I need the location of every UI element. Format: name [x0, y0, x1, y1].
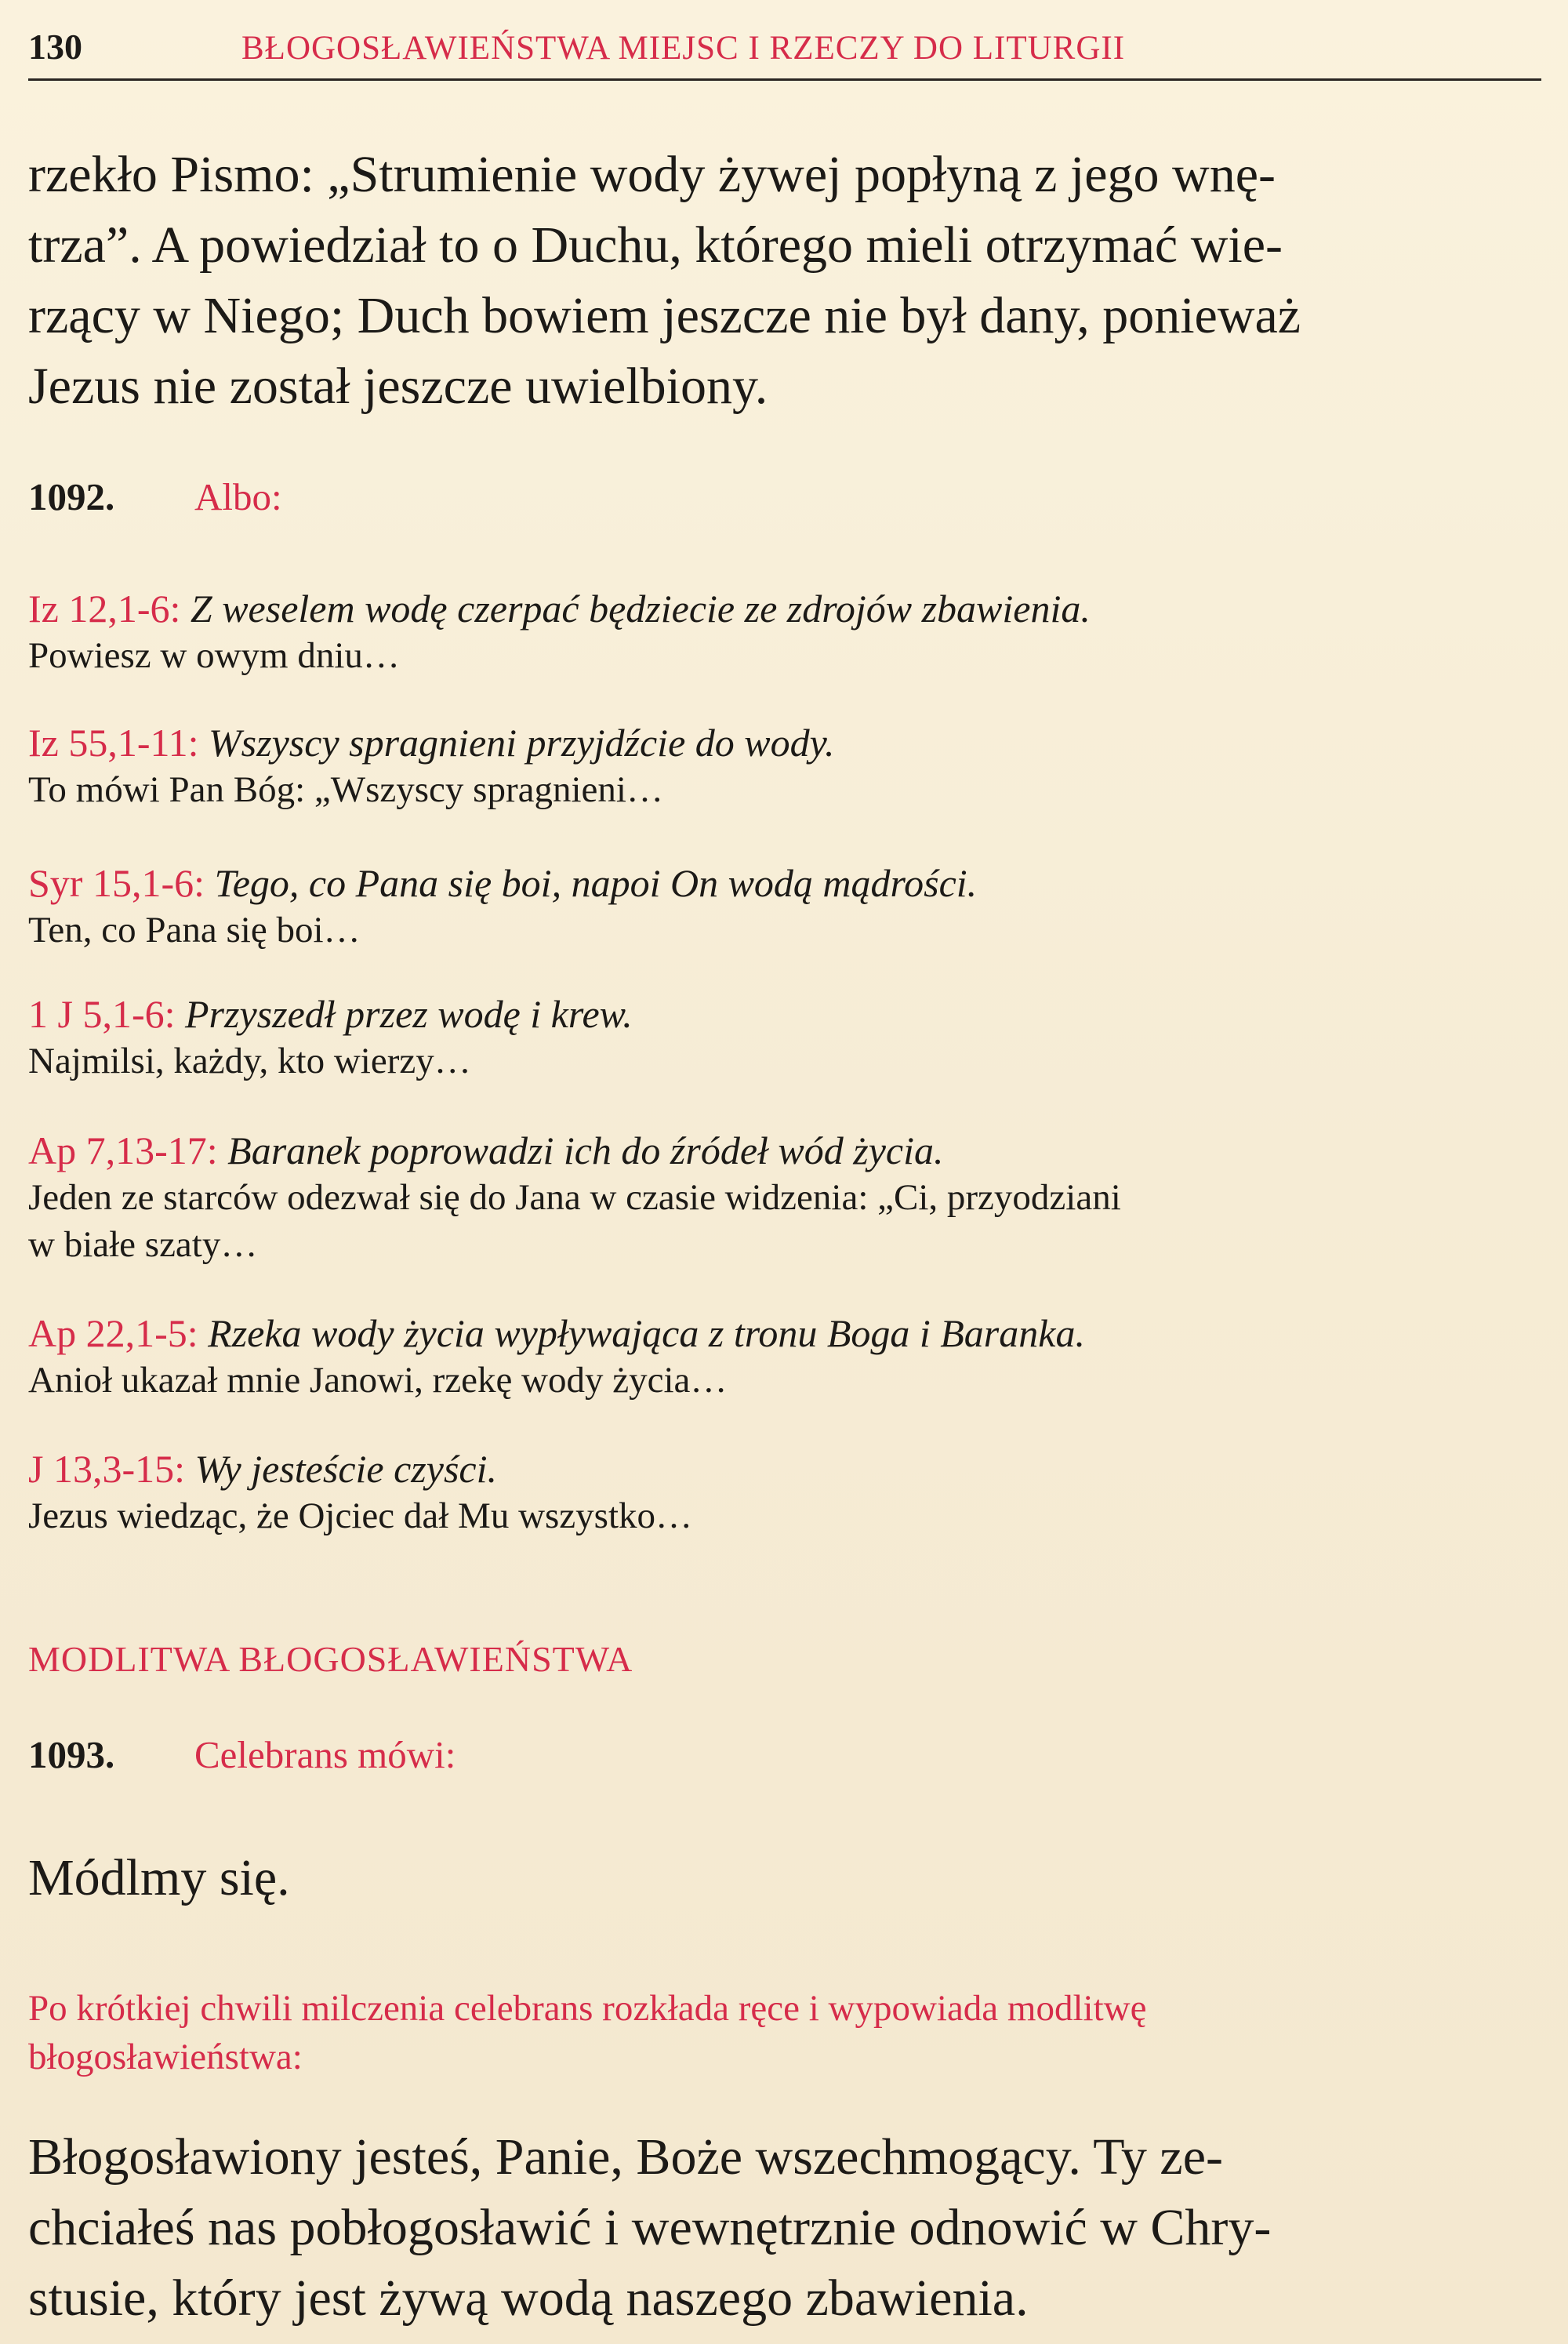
reading-title-line — [28, 1310, 1541, 1357]
reading-title: Wy jesteście czyści. — [194, 1447, 497, 1491]
prayer-line: chciałeś nas pobłogosławić i wewnętrznie odnowić w Chry- — [28, 2199, 1272, 2256]
running-title: BŁOGOSŁAWIEŃSTWA MIEJSC I RZECZY DO LITURGII — [241, 30, 1126, 67]
reading-item — [28, 719, 1541, 813]
reading-reference: Syr 15,1-6: — [28, 861, 205, 905]
reading-title-line — [28, 719, 1541, 766]
reading-title: Tego, co Pana się boi, napoi On wodą mądrości. — [214, 861, 978, 905]
rubric-line: błogosławieństwa: — [28, 2037, 303, 2077]
opening-line: rzekło Pismo: „Strumienie wody żywej popłyną z jego wnę- — [28, 146, 1276, 203]
reading-item — [28, 859, 1541, 954]
section-label: Celebrans mówi: — [194, 1733, 456, 1776]
reading-incipit: Anioł ukazał mnie Janowi, rzekę wody życia… — [28, 1360, 728, 1401]
invitation — [28, 1843, 1541, 1913]
reading-item — [28, 1310, 1541, 1404]
reading-item — [28, 990, 1541, 1085]
page-header — [28, 24, 1541, 81]
opening-line: trza”. A powiedział to o Duchu, którego mieli otrzymać wie- — [28, 216, 1283, 274]
section-label: Albo: — [194, 475, 282, 518]
section-heading: MODLITWA BŁOGOSŁAWIEŃSTWA — [28, 1639, 633, 1679]
reading-reference: Iz 55,1-11: — [28, 721, 199, 765]
section-number: 1092. — [28, 475, 115, 518]
opening-passage — [28, 140, 1541, 422]
invitation-text: Módlmy się. — [28, 1849, 290, 1906]
section-1093 — [28, 1732, 456, 1779]
reading-title-line — [28, 1445, 1541, 1492]
reading-title-line — [28, 585, 1541, 632]
reading-title-line — [28, 859, 1541, 907]
opening-line: rzący w Niego; Duch bowiem jeszcze nie był dany, ponieważ — [28, 287, 1301, 344]
prayer-line: Błogosławiony jesteś, Panie, Boże wszechmogący. Ty ze- — [28, 2128, 1223, 2186]
reading-title: Przyszedł przez wodę i krew. — [185, 992, 633, 1036]
reading-reference: 1 J 5,1-6: — [28, 992, 176, 1036]
reading-item — [28, 1445, 1541, 1539]
reading-incipit: Powiesz w owym dniu… — [28, 635, 400, 676]
reading-title-line — [28, 1127, 1541, 1174]
reading-incipit: Jezus wiedząc, że Ojciec dał Mu wszystko… — [28, 1495, 693, 1536]
rubric — [28, 1984, 1541, 2081]
reading-title-line — [28, 990, 1541, 1038]
prayer — [28, 2122, 1541, 2334]
reading-item — [28, 1127, 1541, 1268]
reading-incipit: Najmilsi, każdy, kto wierzy… — [28, 1041, 471, 1081]
reading-reference: Ap 22,1-5: — [28, 1311, 198, 1355]
section-1092 — [28, 474, 282, 521]
reading-reference: Iz 12,1-6: — [28, 587, 181, 631]
section-number: 1093. — [28, 1733, 115, 1776]
reading-incipit: To mówi Pan Bóg: „Wszyscy spragnieni… — [28, 769, 663, 810]
page-number: 130 — [28, 27, 82, 67]
prayer-line: stusie, który jest żywą wodą naszego zbawienia. — [28, 2270, 1029, 2327]
reading-incipit: w białe szaty… — [28, 1224, 258, 1265]
opening-line: Jezus nie został jeszcze uwielbiony. — [28, 358, 768, 415]
reading-incipit: Ten, co Pana się boi… — [28, 910, 361, 950]
reading-title: Baranek poprowadzi ich do źródeł wód życia. — [227, 1128, 944, 1172]
reading-reference: J 13,3-15: — [28, 1447, 185, 1491]
rubric-line: Po krótkiej chwili milczenia celebrans rozkłada ręce i wypowiada modlitwę — [28, 1988, 1147, 2029]
reading-incipit: Jeden ze starców odezwał się do Jana w czasie widzenia: „Ci, przyodziani — [28, 1177, 1121, 1218]
reading-reference: Ap 7,13-17: — [28, 1128, 218, 1172]
reading-item — [28, 585, 1541, 679]
reading-title: Rzeka wody życia wypływająca z tronu Boga i Baranka. — [208, 1311, 1085, 1355]
reading-title: Wszyscy spragnieni przyjdźcie do wody. — [209, 721, 835, 765]
reading-title: Z weselem wodę czerpać będziecie ze zdrojów zbawienia. — [190, 587, 1091, 631]
